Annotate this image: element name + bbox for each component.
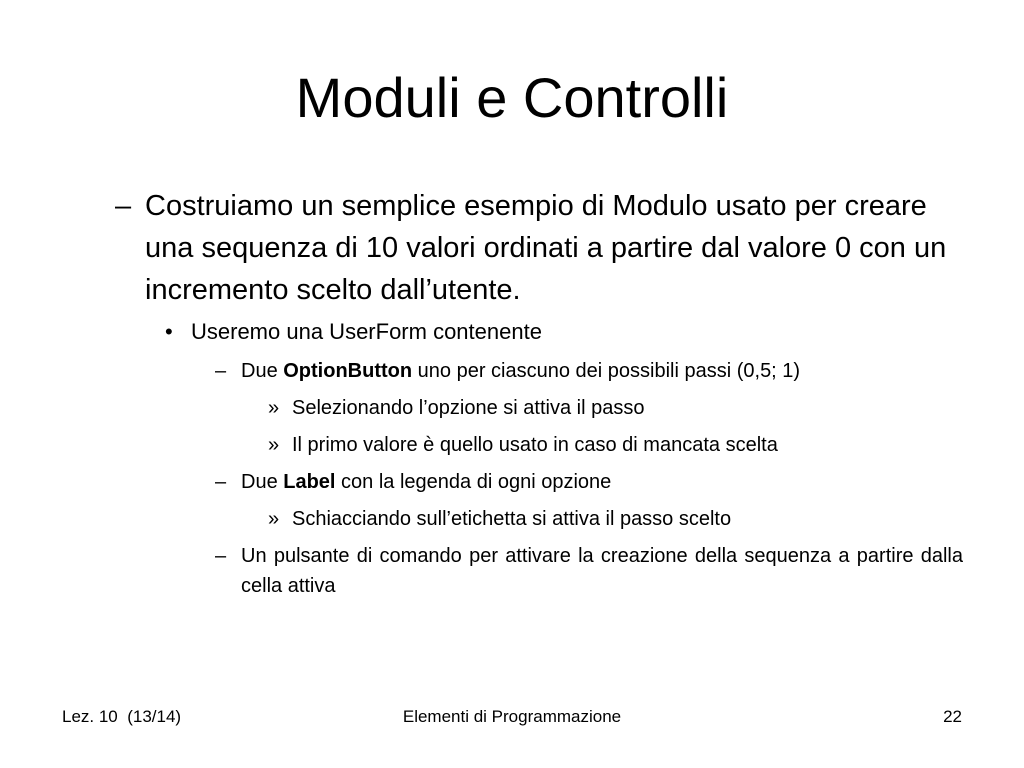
- bullet-level-1: [115, 185, 967, 311]
- dash-marker: –: [115, 190, 132, 222]
- detail-bullet-text: Selezionando l’opzione si attiva il passo: [292, 397, 645, 419]
- detail-bullet-text: Il primo valore è quello usato in caso di mancata scelta: [292, 434, 778, 456]
- dash-marker: –: [215, 360, 227, 382]
- sub-bullet-label: [215, 467, 965, 497]
- dash-marker: –: [215, 545, 227, 567]
- text-prefix: Due: [241, 360, 284, 382]
- sub-bullet-text: Un pulsante di comando per attivare la creazione della sequenza a partire dalla cella attiva: [241, 545, 963, 597]
- footer-lesson: Lez. 10 (13/14): [62, 707, 182, 726]
- bullet-level-1-text: Costruiamo un semplice esempio di Modulo usato per creare una sequenza di 10 valori ordinati a partire dal valore 0 con un incremento scelto dall’utente.: [145, 190, 947, 306]
- sub-bullet-text: [241, 356, 965, 386]
- text-suffix: uno per ciascuno dei possibili passi (0,5; 1): [412, 360, 801, 382]
- slide-title: Moduli e Controlli: [295, 66, 729, 129]
- footer-page-number: 22: [943, 707, 962, 726]
- bullet-level-2-text: Useremo una UserForm contenente: [191, 319, 542, 344]
- chevron-marker: »: [268, 397, 280, 419]
- sub-bullet-text: [241, 467, 965, 497]
- bullet-marker: •: [165, 319, 173, 344]
- chevron-marker: »: [268, 508, 280, 530]
- sub-bullet-option-button: [215, 356, 965, 386]
- detail-bullet: [268, 430, 968, 460]
- text-suffix: con la legenda di ogni opzione: [335, 471, 612, 493]
- chevron-marker: »: [268, 434, 280, 456]
- bold-term: OptionButton: [283, 360, 413, 382]
- footer-title: Elementi di Programmazione: [402, 707, 622, 726]
- bold-term: Label: [283, 471, 336, 493]
- text-prefix: Due: [241, 471, 284, 493]
- bullet-level-2: [165, 317, 965, 347]
- detail-bullet-text: Schiacciando sull’etichetta si attiva il passo scelto: [292, 508, 732, 530]
- detail-bullet: [268, 393, 968, 423]
- sub-bullet-command-button: [215, 541, 963, 601]
- dash-marker: –: [215, 471, 227, 493]
- detail-bullet: [268, 504, 968, 534]
